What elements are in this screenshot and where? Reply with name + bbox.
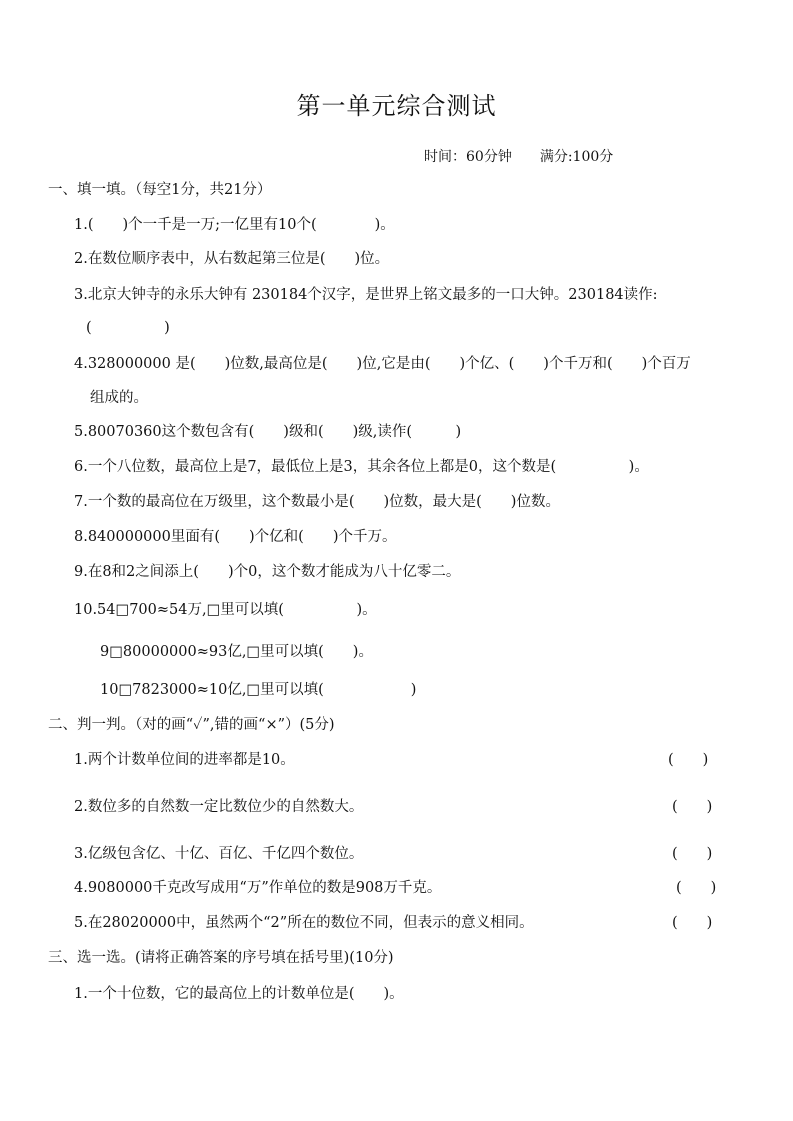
question-1-4: 4.328000000 是( )位数,最高位是( )位,它是由( )个亿、( )个千万和( )个百万: [74, 356, 691, 372]
question-1-8: 8.840000000里面有( )个亿和( )个千万。: [74, 529, 397, 545]
section-3-heading: 三、选一选。(请将正确答案的序号填在括号里)(10分): [48, 950, 394, 966]
question-1-10c: 10□7823000≈10亿,□里可以填( ): [100, 682, 417, 698]
question-1-2: 2.在数位顺序表中，从右数起第三位是( )位。: [74, 251, 390, 267]
question-2-5: 5.在28020000中，虽然两个“2”所在的数位不同，但表示的意义相同。: [74, 915, 534, 931]
question-1-6: 6.一个八位数，最高位上是7，最低位上是3，其余各位上都是0，这个数是( )。: [74, 459, 649, 475]
question-1-1: 1.( )个一千是一万;一亿里有10个( )。: [74, 217, 395, 233]
question-2-2: 2.数位多的自然数一定比数位少的自然数大。: [74, 799, 364, 815]
question-2-4: 4.9080000千克改写成用“万”作单位的数是908万千克。: [74, 880, 442, 896]
page-title: 第一单元综合测试: [296, 92, 497, 120]
answer-paren-2-5: ( ): [672, 915, 713, 931]
question-1-5: 5.80070360这个数包含有( )级和( )级,读作( ): [74, 424, 462, 440]
question-1-4-cont: 组成的。: [90, 390, 148, 406]
question-1-3-answer: ( ): [86, 320, 170, 336]
question-2-3: 3.亿级包含亿、十亿、百亿、千亿四个数位。: [74, 846, 364, 862]
question-1-10b: 9□80000000≈93亿,□里可以填( )。: [100, 644, 373, 660]
question-2-1: 1.两个计数单位间的进率都是10。: [74, 752, 295, 768]
answer-paren-2-4: ( ): [676, 880, 717, 896]
question-1-7: 7.一个数的最高位在万级里，这个数最小是( )位数，最大是( )位数。: [74, 494, 560, 510]
answer-paren-2-3: ( ): [672, 846, 713, 862]
time-and-score: 时间：60分钟 满分:100分: [424, 149, 614, 165]
answer-paren-2-1: ( ): [668, 752, 709, 768]
section-2-heading: 二、判一判。（对的画“✓”,错的画“×”）(5分): [48, 717, 335, 733]
question-1-9: 9.在8和2之间添上( )个0，这个数才能成为八十亿零二。: [74, 564, 461, 580]
question-3-1: 1.一个十位数，它的最高位上的计数单位是( )。: [74, 986, 404, 1002]
section-1-heading: 一、填一填。（每空1分，共21分）: [48, 182, 272, 198]
question-1-10: 10.54□700≈54万,□里可以填( )。: [74, 602, 377, 618]
question-1-3: 3.北京大钟寺的永乐大钟有 230184个汉字，是世界上铭文最多的一口大钟。230184读作:: [74, 287, 658, 303]
answer-paren-2-2: ( ): [672, 799, 713, 815]
